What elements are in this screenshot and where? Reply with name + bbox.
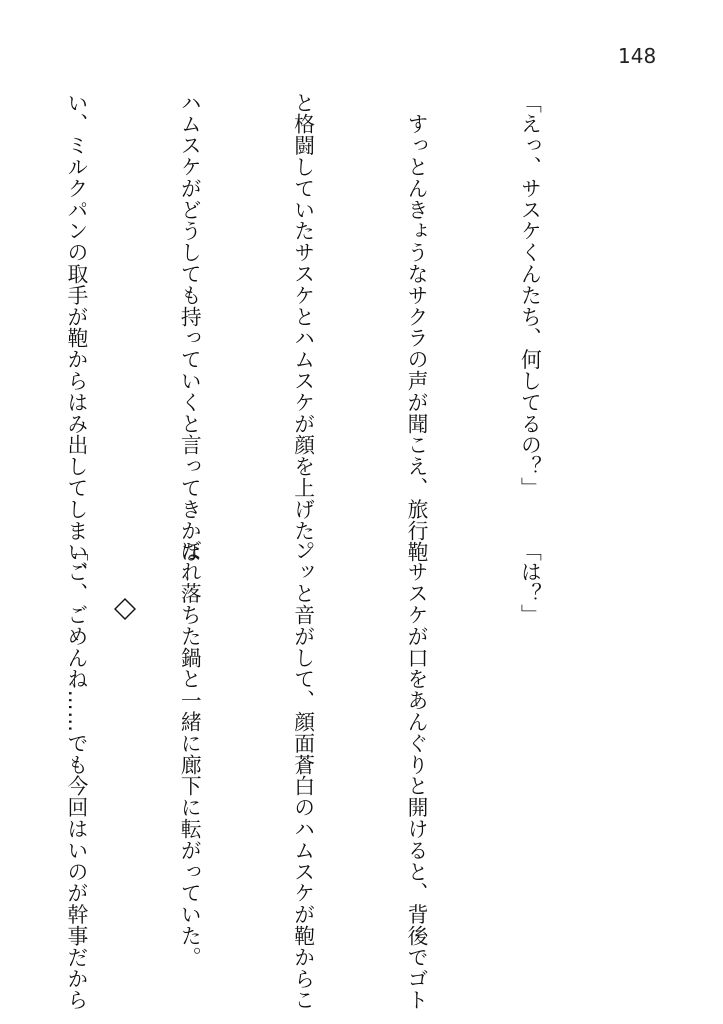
text-column: 「えっ、サスケくんたち、何してるの？」 bbox=[517, 92, 542, 499]
text-column: 「ご、ごめんね……でも今回はいのが幹事だから bbox=[63, 540, 88, 1011]
text-column: と格闘していたサスケとハムスケが顔を上げた。 bbox=[290, 92, 315, 563]
text-column: ぼれ落ちた鍋と一緒に廊下に転がっていた。 bbox=[177, 540, 202, 968]
text-block-lower bbox=[63, 540, 623, 1011]
text-column: サスケが口をあんぐりと開けると、背後でゴト bbox=[404, 540, 429, 1011]
text-column: ハムスケがどうしても持っていくと言ってきかな bbox=[177, 92, 202, 563]
text-column: すっとんきょうなサクラの声が聞こえ、旅行鞄 bbox=[404, 92, 429, 563]
text-block-upper bbox=[63, 92, 623, 585]
diamond-separator-icon bbox=[114, 598, 136, 620]
text-column: 「は？」 bbox=[517, 540, 542, 626]
text-column: い、ミルクパンの取手が鞄からはみ出してしまい、 bbox=[63, 92, 88, 585]
text-column: ンッと音がして、顔面蒼白のハムスケが鞄からこ bbox=[290, 540, 315, 1011]
page-number: 148 bbox=[618, 44, 657, 68]
